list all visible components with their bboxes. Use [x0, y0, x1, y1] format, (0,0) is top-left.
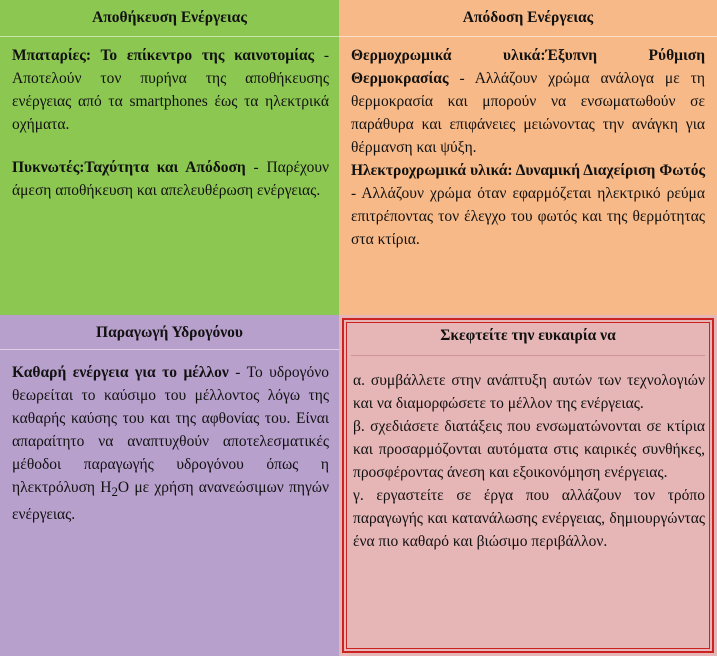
opportunity-divider: [351, 355, 705, 356]
thermo-title: Θερμοχρωμικά υλικά:Έξυπνη Ρύθμιση Θερμοκρασίας: [351, 47, 705, 87]
clean-energy-title: Καθαρή ενέργεια για το μέλλον: [12, 364, 229, 381]
performance-divider: [339, 36, 717, 37]
opportunity-item-c: γ. εργαστείτε σε έργα που αλλάζουν τον τρόπο παραγωγής και κατανάλωσης ενέργειας, δημιουργώντας ένα πιο καθαρό και βιώσιμο περιβάλλον.: [353, 487, 705, 550]
electro-text: - Αλλάζουν χρώμα όταν εφαρμόζεται ηλεκτρικό ρεύμα επιτρέποντας τον έλεγχο του φωτός και της θερμότητας στα κτίρια.: [351, 185, 705, 248]
storage-title: Αποθήκευση Ενέργειας: [92, 9, 247, 26]
capacitors-title: Πυκνωτές:Ταχύτητα και Απόδοση: [12, 159, 246, 176]
batteries-paragraph: [12, 44, 329, 136]
batteries-text: - Αποτελούν τον πυρήνα της αποθήκευσης ενέργειας από τα smartphones έως τα ηλεκτρικά οχήματα.: [12, 47, 329, 133]
electro-paragraph: [351, 159, 705, 251]
hydrogen-title: Παραγωγή Υδρογόνου: [96, 324, 243, 341]
hydrogen-divider: [0, 349, 339, 350]
opportunity-title: Σκεφτείτε την ευκαιρία να: [440, 327, 616, 344]
performance-body: [351, 44, 705, 251]
storage-divider: [0, 36, 339, 37]
capacitors-text: - Παρέχουν άμεση αποθήκευση και απελευθέρωση ενέργειας.: [12, 159, 329, 199]
clean-energy-text-end: O με χρήση ανανεώσιμων πηγών ενέργειας.: [12, 479, 330, 524]
storage-body: [12, 44, 329, 202]
opportunity-body: [353, 369, 705, 553]
performance-panel: [339, 0, 717, 315]
hydrogen-panel: [0, 315, 339, 656]
clean-energy-text: - Το υδρογόνο θεωρείται το καύσιμο του μέλλοντος λόγω της καθαρής καύσης του και της αφθονίας του. Είναι απαραίτητο να αναπτυχθούν αποτελεσματικές μέθοδοι παραγωγής υδρογόνου όπως η ηλεκτρόλυση H: [12, 364, 329, 496]
thermo-text: - Αλλάζουν χρώμα ανάλογα με τη θερμοκρασία και μπορούν να ενσωματωθούν σε παράθυρα και επιφάνειες μειώνοντας την ανάγκη για θέρμανση και ψύξη.: [351, 70, 705, 156]
opportunity-panel: [339, 315, 717, 656]
clean-energy-paragraph: [12, 361, 329, 526]
hydrogen-body: [12, 361, 329, 526]
opportunity-item-b: β. σχεδιάσετε διατάξεις που ενσωματώνονται σε κτίρια και προσαρμόζονται αυτόματα στις καιρικές συνθήκες, προσφέροντας άνεση και εξοικονόμηση ενέργειας.: [353, 418, 705, 481]
storage-panel: [0, 0, 339, 315]
water-subscript: 2: [111, 484, 118, 500]
opportunity-item-a: α. συμβάλλετε στην ανάπτυξη αυτών των τεχνολογιών και να διαμορφώσετε το μέλλον της ενέργειας.: [353, 372, 705, 412]
electro-title: Ηλεκτροχρωμικά υλικά: Δυναμική Διαχείριση Φωτός: [351, 162, 705, 179]
thermo-paragraph: [351, 44, 705, 159]
performance-title: Απόδοση Ενέργειας: [462, 9, 594, 26]
capacitors-paragraph: [12, 156, 329, 202]
batteries-title: Μπαταρίες: Το επίκεντρο της καινοτομίας: [12, 47, 315, 64]
